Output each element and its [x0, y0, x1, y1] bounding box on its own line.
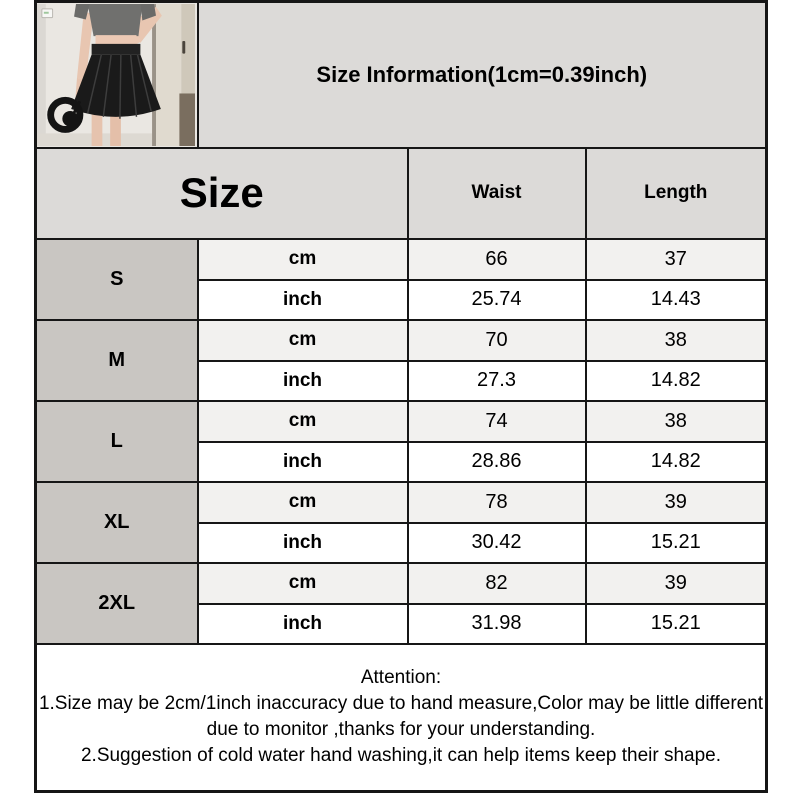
unit-cm: cm [198, 320, 408, 361]
2xl-waist-inch: 31.98 [408, 604, 586, 644]
header-row [36, 2, 767, 148]
product-photo [37, 4, 195, 146]
l-waist-cm: 74 [408, 401, 586, 442]
unit-inch: inch [198, 361, 408, 401]
attention-line-2: 2.Suggestion of cold water hand washing,it can help items keep their shape. [80, 745, 722, 767]
unit-inch: inch [198, 442, 408, 482]
2xl-length-cm: 39 [586, 563, 767, 604]
m-waist-cm: 70 [408, 320, 586, 361]
size-label-l: L [36, 401, 198, 482]
size-label-2xl: 2XL [36, 563, 198, 644]
size-chart-table [34, 0, 768, 793]
size-label-xl: XL [36, 482, 198, 563]
s-waist-cm: 66 [408, 239, 586, 280]
size-label-s: S [36, 239, 198, 320]
door-handle [182, 41, 185, 54]
m-waist-inch: 27.3 [408, 361, 586, 401]
xl-length-inch: 15.21 [586, 523, 767, 563]
table-row [36, 563, 767, 604]
l-length-inch: 14.82 [586, 442, 767, 482]
xl-length-cm: 39 [586, 482, 767, 523]
unit-cm: cm [198, 239, 408, 280]
s-length-cm: 37 [586, 239, 767, 280]
unit-inch: inch [198, 280, 408, 320]
unit-inch: inch [198, 604, 408, 644]
table-row [36, 482, 767, 523]
attention-line-1: 1.Size may be 2cm/1inch inaccuracy due to hand measure,Color may be little different due to monitor ,thanks for your understanding. [38, 693, 764, 741]
table-row [36, 239, 767, 280]
unit-cm: cm [198, 482, 408, 523]
product-photo-cell [36, 2, 198, 148]
unit-cm: cm [198, 563, 408, 604]
column-header-size: Size [36, 148, 408, 239]
s-length-inch: 14.43 [586, 280, 767, 320]
size-label-m: M [36, 320, 198, 401]
column-header-waist: Waist [408, 148, 586, 239]
m-length-inch: 14.82 [586, 361, 767, 401]
table-row [36, 320, 767, 361]
l-waist-inch: 28.86 [408, 442, 586, 482]
size-chart-container [34, 0, 768, 793]
m-length-cm: 38 [586, 320, 767, 361]
table-row [36, 401, 767, 442]
skirt-waistband [92, 44, 141, 55]
s-waist-inch: 25.74 [408, 280, 586, 320]
2xl-waist-cm: 82 [408, 563, 586, 604]
page-title: Size Information(1cm=0.39inch) [198, 2, 767, 148]
column-header-length: Length [586, 148, 767, 239]
unit-inch: inch [198, 523, 408, 563]
attention-note [36, 644, 767, 792]
attention-title: Attention: [360, 667, 442, 689]
attention-row [36, 644, 767, 792]
2xl-length-inch: 15.21 [586, 604, 767, 644]
unit-cm: cm [198, 401, 408, 442]
l-length-cm: 38 [586, 401, 767, 442]
column-header-row [36, 148, 767, 239]
xl-waist-inch: 30.42 [408, 523, 586, 563]
xl-waist-cm: 78 [408, 482, 586, 523]
